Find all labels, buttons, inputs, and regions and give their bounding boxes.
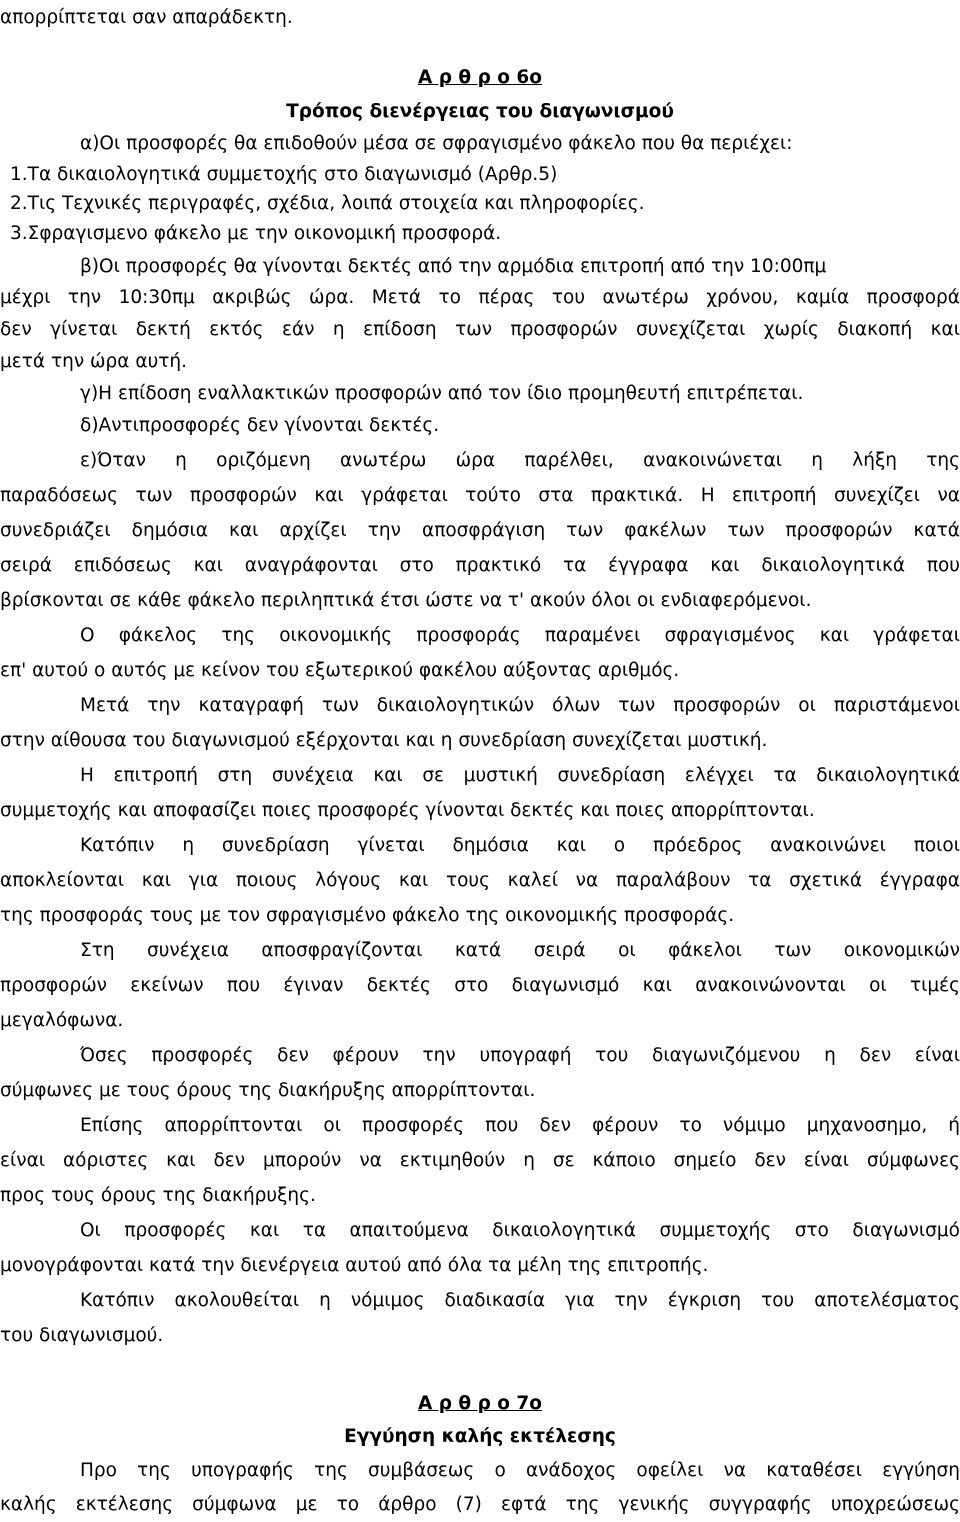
paragraph-line: αποκλείονται και για ποιους λόγους και τους καλεί να παραλάβουν τα σχετικά έγγραφα: [0, 870, 960, 891]
paragraph-line: μετά την ώρα αυτή.: [0, 351, 188, 372]
article-7-title: Εγγύηση καλής εκτέλεσης: [344, 1426, 616, 1447]
paragraph-line: δ)Αντιπροσφορές δεν γίνονται δεκτές.: [80, 415, 440, 436]
paragraph-line: καλής εκτέλεσης σύμφωνα με το άρθρο (7) εφτά της γενικής συγγραφής υποχρεώσεως: [0, 1494, 960, 1515]
article-7-heading: Α ρ θ ρ ο 7ο: [417, 1393, 542, 1414]
paragraph-line: Επίσης απορρίπτονται οι προσφορές που δεν φέρουν το νόμιμο μηχανοσημο, ή: [80, 1115, 960, 1136]
carryover-line: απορρίπτεται σαν απαράδεκτη.: [0, 7, 293, 28]
paragraph-line: μεγαλόφωνα.: [0, 1010, 124, 1031]
paragraph-line: του διαγωνισμού.: [0, 1325, 164, 1346]
paragraph-line: 3.Σφραγισμενο φάκελο με την οικονομική προσφορά.: [10, 223, 502, 244]
article-6-title: Τρόπος διενέργειας του διαγωνισμού: [286, 101, 674, 122]
paragraph-line: Στη συνέχεια αποσφραγίζονται κατά σειρά οι φάκελοι των οικονομικών: [80, 940, 960, 961]
paragraph-line: 2.Τις Τεχνικές περιγραφές, σχέδια, λοιπά στοιχεία και πληροφορίες.: [10, 193, 645, 214]
paragraph-line: Ο φάκελος της οικονομικής προσφοράς παραμένει σφραγισμένος και γράφεται: [80, 625, 960, 646]
paragraph-line: μέχρι την 10:30πμ ακριβώς ώρα. Μετά το πέρας του ανωτέρω χρόνου, καμία προσφορά: [0, 287, 960, 308]
paragraph-line: Μετά την καταγραφή των δικαιολογητικών όλων των προσφορών οι παριστάμενοι: [80, 695, 960, 716]
paragraph-line: ε)Όταν η οριζόμενη ανωτέρω ώρα παρέλθει, ανακοινώνεται η λήξη της: [80, 450, 960, 471]
paragraph-line: Κατόπιν η συνεδρίαση γίνεται δημόσια και ο πρόεδρος ανακοινώνει ποιοι: [80, 835, 960, 856]
paragraph-line: βρίσκονται σε κάθε φάκελο περιληπτικά έτσι ώστε να τ' ακούν όλοι οι ενδιαφερόμενοι.: [0, 590, 812, 611]
paragraph-line: Όσες προσφορές δεν φέρουν την υπογραφή του διαγωνιζόμενου η δεν είναι: [80, 1045, 960, 1066]
paragraph-line: της προσφοράς τους με τον σφραγισμένο φάκελο της οικονομικής προσφοράς.: [0, 905, 735, 926]
paragraph-line: 1.Τα δικαιολογητικά συμμετοχής στο διαγωνισμό (Αρθρ.5): [10, 164, 558, 185]
paragraph-line: προσφορών εκείνων που έγιναν δεκτές στο διαγωνισμό και ανακοινώνονται οι τιμές: [0, 975, 960, 996]
paragraph-line: στην αίθουσα του διαγωνισμού εξέρχονται και η συνεδρίαση συνεχίζεται μυστική.: [0, 730, 768, 751]
paragraph-line: Προ της υπογραφής της συμβάσεως ο ανάδοχος οφείλει να καταθέσει εγγύηση: [80, 1460, 960, 1481]
paragraph-line: προς τους όρους της διακήρυξης.: [0, 1185, 316, 1206]
paragraph-line: β)Οι προσφορές θα γίνονται δεκτές από την αρμόδια επιτροπή από την 10:00πμ: [80, 256, 827, 277]
paragraph-line: Οι προσφορές και τα απαιτούμενα δικαιολογητικά συμμετοχής στο διαγωνισμό: [80, 1220, 960, 1241]
paragraph-line: είναι αόριστες και δεν μπορούν να εκτιμηθούν η σε κάποιο σημείο δεν είναι σύμφωνες: [0, 1150, 960, 1171]
paragraph-line: επ' αυτού ο αυτός με κείνον του εξωτερικού φακέλου αύξοντας αριθμός.: [0, 660, 680, 681]
paragraph-line: δεν γίνεται δεκτή εκτός εάν η επίδοση των προσφορών συνεχίζεται χωρίς διακοπή και: [0, 319, 960, 340]
paragraph-line: συμμετοχής και αποφασίζει ποιες προσφορές γίνονται δεκτές και ποιες απορρίπτονται.: [0, 800, 815, 821]
paragraph-line: συνεδριάζει δημόσια και αρχίζει την αποσφράγιση των φακέλων των προσφορών κατά: [0, 520, 960, 541]
paragraph-line: Κατόπιν ακολουθείται η νόμιμος διαδικασία για την έγκριση του αποτελέσματος: [80, 1290, 960, 1311]
paragraph-line: Η επιτροπή στη συνέχεια και σε μυστική συνεδρίαση ελέγχει τα δικαιολογητικά: [80, 765, 960, 786]
paragraph-line: σύμφωνες με τους όρους της διακήρυξης απορρίπτονται.: [0, 1080, 536, 1101]
paragraph-line: γ)Η επίδοση εναλλακτικών προσφορών από τον ίδιο προμηθευτή επιτρέπεται.: [80, 383, 804, 404]
paragraph-line: α)Οι προσφορές θα επιδοθούν μέσα σε σφραγισμένο φάκελο που θα περιέχει:: [80, 133, 793, 154]
article-6-heading: Α ρ θ ρ ο 6ο: [417, 67, 542, 88]
paragraph-line: σειρά επιδόσεως και αναγράφονται στο πρακτικό τα έγγραφα και δικαιολογητικά που: [0, 555, 960, 576]
paragraph-line: μονογράφονται κατά την διενέργεια αυτού από όλα τα μέλη της επιτροπής.: [0, 1255, 709, 1276]
paragraph-line: παραδόσεως των προσφορών και γράφεται τούτο στα πρακτικά. Η επιτροπή συνεχίζει να: [0, 485, 960, 506]
